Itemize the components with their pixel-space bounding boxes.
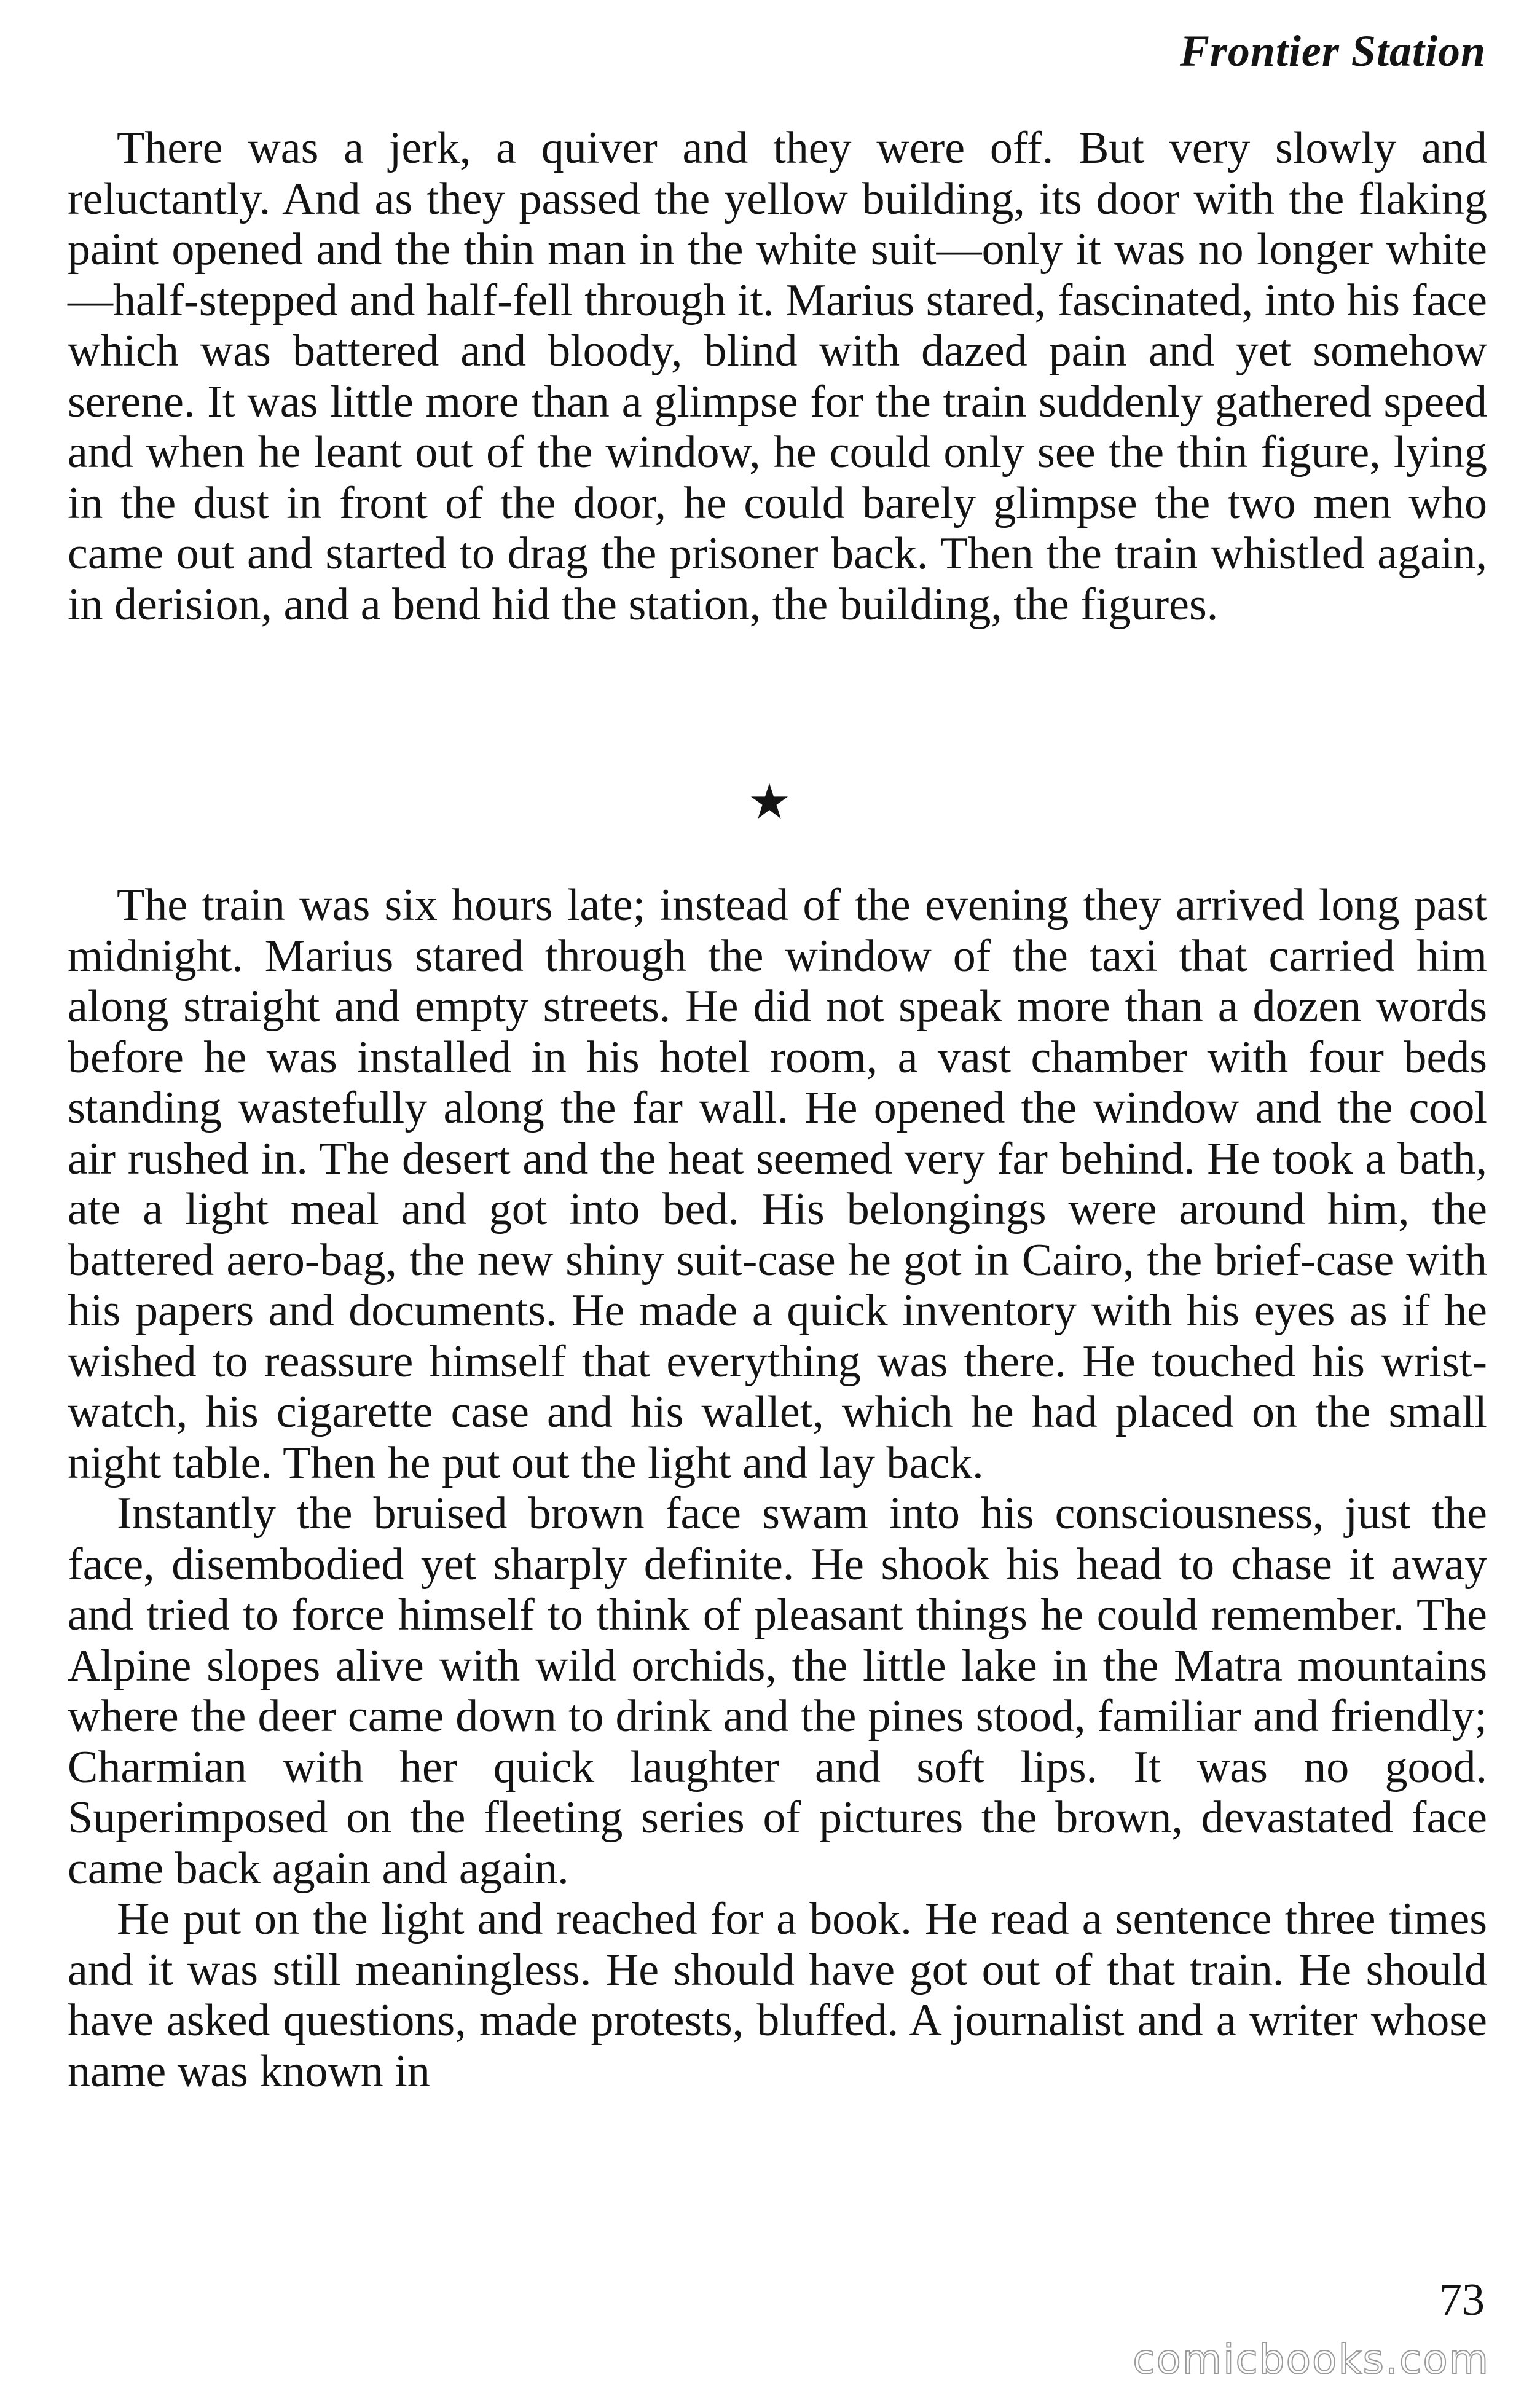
paragraph: There was a jerk, a quiver and they were off. But very slowly and reluctantly. And as they passed the yellow building, its door with the flaking paint opened and the thin man in the white suit—only it was no longer white—half-stepped and half-fell through it. Marius stared, fascinated, into his face which was battered and bloody, blind with dazed pain and yet somehow serene. It was little more than a glimpse for the train suddenly gathered speed and when he leant out of the window, he could only see the thin figure, lying in the dust in front of the door, he could barely glimpse the two men who came out and started to drag the prisoner back. Then the train whistled again, in derision, and a bend hid the station, the building, the figures. <box>68 123 1487 630</box>
paragraph: The train was six hours late; instead of the evening they arrived long past midnight. Marius stared through the window of the taxi that carried him along straight and empty streets. He did not speak more than a dozen words before he was installed in his hotel room, a vast chamber with four beds standing wastefully along the far wall. He opened the window and the cool air rushed in. The desert and the heat seemed very far behind. He took a bath, ate a light meal and got into bed. His belongings were around him, the battered aero-bag, the new shiny suit-case he got in Cairo, the brief-case with his papers and documents. He made a quick inventory with his eyes as if he wished to reassure himself that everything was there. He touched his wrist-watch, his cigarette case and his wallet, which he had placed on the small night table. Then he put out the light and lay back. <box>68 880 1487 1488</box>
star-icon <box>750 782 789 821</box>
running-head: Frontier Station <box>1179 26 1486 76</box>
section-2 <box>68 880 1487 2097</box>
watermark: comicbooks.com <box>1133 2336 1490 2383</box>
section-1 <box>68 123 1487 630</box>
page-number: 73 <box>1439 2275 1485 2325</box>
paragraph: Instantly the bruised brown face swam into his consciousness, just the face, disembodied yet sharply definite. He shook his head to chase it away and tried to force himself to think of pleasant things he could remember. The Alpine slopes alive with wild orchids, the little lake in the Matra mountains where the deer came down to drink and the pines stood, familiar and friendly; Charmian with her quick laughter and soft lips. It was no good. Superimposed on the fleeting series of pictures the brown, devastated face came back again and again. <box>68 1488 1487 1894</box>
paragraph: He put on the light and reached for a book. He read a sentence three times and it was still meaningless. He should have got out of that train. He should have asked questions, made protests, bluffed. A journalist and a writer whose name was known in <box>68 1894 1487 2097</box>
